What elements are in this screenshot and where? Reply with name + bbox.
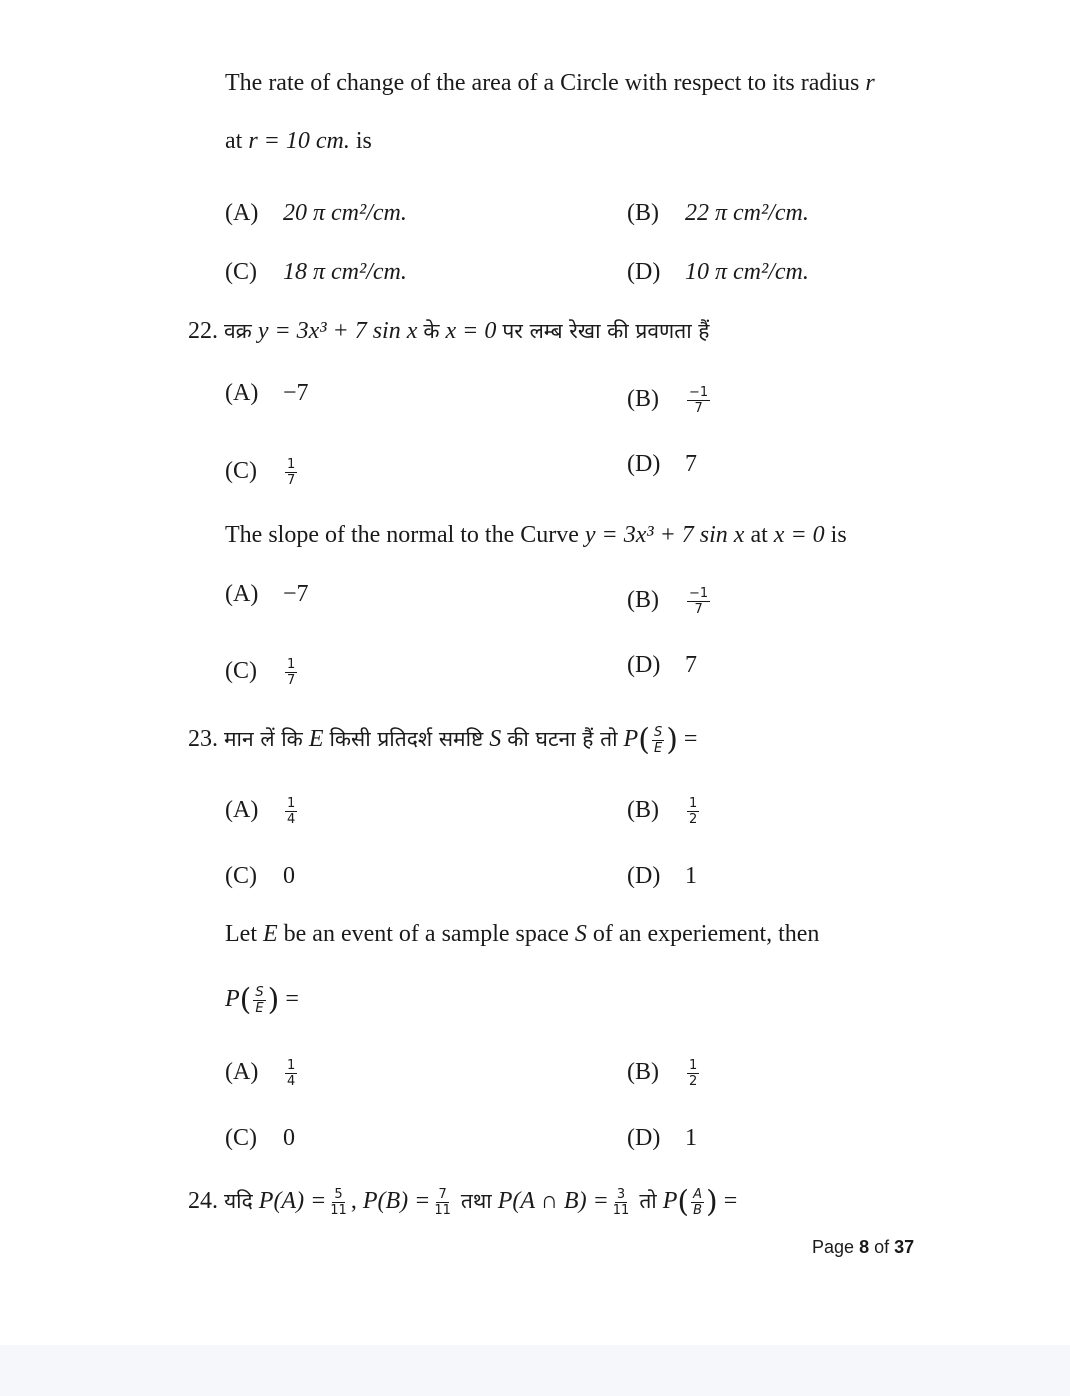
option-value: 22 π cm²/cm. xyxy=(685,200,809,226)
q24-pb: P(B) = xyxy=(362,1188,431,1214)
paren-open: ( xyxy=(239,982,252,1018)
q23-hi-var-e: E xyxy=(308,726,324,752)
option-label: (D) xyxy=(627,1125,661,1151)
option-value: −7 xyxy=(283,581,309,607)
fraction xyxy=(285,796,297,827)
q22-hindi-question xyxy=(188,316,709,346)
option-label: (C) xyxy=(225,658,257,684)
q21-text-line1 xyxy=(225,68,875,98)
q23-hi-option-b[interactable] xyxy=(627,795,701,827)
fraction xyxy=(687,796,699,827)
fraction xyxy=(687,385,710,416)
fraction-denominator: 4 xyxy=(287,811,296,827)
q24-hi-word: तथा xyxy=(460,1189,492,1213)
comma: , xyxy=(350,1188,357,1214)
question-number: 23. xyxy=(188,726,218,752)
paren-open: ( xyxy=(677,1184,690,1220)
q23-english-question xyxy=(225,919,819,949)
q23-en-text: of an experiement, then xyxy=(592,921,820,947)
fraction xyxy=(328,1187,349,1218)
option-label: (B) xyxy=(627,587,659,613)
q22-hi-option-b[interactable] xyxy=(627,384,712,416)
page-total: 37 xyxy=(894,1237,915,1257)
q22-hi-word: के xyxy=(423,319,440,343)
fraction-numerator: 1 xyxy=(689,795,698,811)
fraction xyxy=(253,985,265,1016)
fraction-numerator: 7 xyxy=(438,1186,447,1202)
fraction-denominator: 2 xyxy=(689,1073,698,1089)
q23-hi-text: मान लें कि xyxy=(224,727,303,751)
paren-close: ) xyxy=(267,982,280,1018)
option-label: (B) xyxy=(627,386,659,412)
option-value: −7 xyxy=(283,380,309,406)
option-value: 0 xyxy=(283,1125,295,1151)
option-label: (D) xyxy=(627,652,661,678)
fraction xyxy=(652,725,664,756)
option-label: (A) xyxy=(225,200,259,226)
question-number: 22. xyxy=(188,318,218,344)
fraction-numerator: S xyxy=(255,984,264,1000)
q24-hindi-question xyxy=(188,1186,737,1218)
fraction-denominator: 2 xyxy=(689,811,698,827)
q23-en-text: Let xyxy=(225,921,257,947)
q22-en-option-a[interactable] xyxy=(225,579,309,609)
option-label: (A) xyxy=(225,797,259,823)
q22-hi-rest: पर लम्ब रेखा की प्रवणता हैं xyxy=(502,319,710,343)
viewer-bottom-band xyxy=(0,1345,1070,1396)
q24-p: P xyxy=(662,1188,678,1214)
q22-hi-expr: y = 3x³ + 7 sin x xyxy=(257,318,418,344)
fraction-denominator: 7 xyxy=(287,472,296,488)
fraction-denominator: 7 xyxy=(694,601,703,617)
q21-option-a[interactable] xyxy=(225,198,407,228)
fraction-numerator: 1 xyxy=(689,1057,698,1073)
option-label: (D) xyxy=(627,451,661,477)
option-label: (C) xyxy=(225,1125,257,1151)
fraction-numerator: −1 xyxy=(689,384,709,400)
fraction-numerator: 3 xyxy=(616,1186,626,1202)
q22-hi-option-c[interactable] xyxy=(225,456,299,488)
fraction xyxy=(691,1187,704,1218)
q22-en-option-c[interactable] xyxy=(225,656,299,688)
q23-hi-text: किसी प्रतिदर्श समष्टि xyxy=(329,727,484,751)
q21-expr: r = 10 cm. xyxy=(248,128,350,154)
fraction-denominator: B xyxy=(693,1202,703,1218)
option-value: 1 xyxy=(685,863,697,889)
fraction-numerator: 1 xyxy=(287,456,296,472)
q23-en-var-s: S xyxy=(574,921,587,947)
q23-hi-text: की घटना हैं तो xyxy=(507,727,618,751)
option-label: (C) xyxy=(225,259,257,285)
fraction xyxy=(687,586,710,617)
q23-hi-option-c[interactable] xyxy=(225,861,295,891)
equals-sign: = xyxy=(285,986,299,1012)
fraction-numerator: 1 xyxy=(287,656,296,672)
option-label: (A) xyxy=(225,581,259,607)
q22-hi-option-a[interactable] xyxy=(225,378,309,408)
page-current: 8 xyxy=(859,1237,870,1257)
q22-en-option-b[interactable] xyxy=(627,585,712,617)
option-value: 1 xyxy=(685,1125,697,1151)
fraction-denominator: 7 xyxy=(694,400,703,416)
q21-is: is xyxy=(355,128,372,154)
q22-english-question xyxy=(225,520,847,550)
q24-hi-word: यदि xyxy=(224,1189,253,1213)
q24-hi-word: तो xyxy=(639,1189,657,1213)
option-value: 7 xyxy=(685,451,697,477)
q23-hi-p: P xyxy=(623,726,639,752)
option-value: 18 π cm²/cm. xyxy=(283,259,407,285)
option-label: (A) xyxy=(225,380,259,406)
fraction-denominator: E xyxy=(255,1000,264,1016)
q23-hi-option-d[interactable] xyxy=(627,861,697,891)
option-label: (B) xyxy=(627,200,659,226)
paren-close: ) xyxy=(706,1184,718,1220)
fraction xyxy=(285,1058,297,1089)
q22-en-at: at xyxy=(750,522,768,548)
q21-at: at xyxy=(225,128,243,154)
option-label: (B) xyxy=(627,797,659,823)
fraction xyxy=(687,1058,699,1089)
q21-var-r: r xyxy=(865,70,875,96)
q24-pab: P(A ∩ B) = xyxy=(497,1188,609,1214)
q23-english-expr xyxy=(225,984,299,1016)
q21-text-line2 xyxy=(225,126,372,156)
fraction-denominator: 7 xyxy=(287,672,296,688)
option-label: (C) xyxy=(225,863,257,889)
q23-en-p: P xyxy=(225,986,240,1012)
q23-en-var-e: E xyxy=(262,921,278,947)
paren-open: ( xyxy=(638,722,650,758)
q23-en-option-c[interactable] xyxy=(225,1123,295,1153)
q22-en-expr2: x = 0 xyxy=(773,522,825,548)
option-label: (A) xyxy=(225,1059,259,1085)
q23-en-option-b[interactable] xyxy=(627,1057,701,1089)
q23-en-text: be an event of a sample space xyxy=(283,921,569,947)
q21-option-c[interactable] xyxy=(225,257,407,287)
option-value: 7 xyxy=(685,652,697,678)
q24-pa: P(A) = xyxy=(258,1188,327,1214)
fraction-numerator: S xyxy=(653,724,663,740)
question-number: 24. xyxy=(188,1188,218,1214)
paren-close: ) xyxy=(666,722,678,758)
option-value: 10 π cm²/cm. xyxy=(685,259,809,285)
q21-text: The rate of change of the area of a Circle with respect to its radius xyxy=(225,70,860,96)
q23-en-option-d[interactable] xyxy=(627,1123,697,1153)
page-prefix: Page xyxy=(812,1237,855,1257)
page-of: of xyxy=(874,1237,890,1257)
equals-sign: = xyxy=(723,1188,738,1214)
fraction-numerator: −1 xyxy=(689,585,709,601)
q23-hi-option-a[interactable] xyxy=(225,795,299,827)
q23-en-option-a[interactable] xyxy=(225,1057,299,1089)
option-value: 20 π cm²/cm. xyxy=(283,200,407,226)
fraction-denominator: 11 xyxy=(330,1202,347,1218)
q22-en-text: The slope of the normal to the Curve xyxy=(225,522,579,548)
q23-hindi-question xyxy=(188,724,697,756)
q22-en-is: is xyxy=(830,522,847,548)
fraction xyxy=(285,657,297,688)
q23-hi-var-s: S xyxy=(489,726,502,752)
fraction-numerator: A xyxy=(693,1186,703,1202)
q22-en-option-d[interactable] xyxy=(627,650,697,680)
fraction xyxy=(432,1187,453,1218)
page-number xyxy=(812,1237,914,1258)
q21-option-d[interactable] xyxy=(627,257,809,287)
fraction xyxy=(611,1187,632,1218)
q22-en-expr: y = 3x³ + 7 sin x xyxy=(584,522,745,548)
q21-option-b[interactable] xyxy=(627,198,809,228)
q22-hi-expr2: x = 0 xyxy=(445,318,497,344)
option-label: (D) xyxy=(627,863,661,889)
fraction-denominator: E xyxy=(653,740,663,756)
q22-hi-option-d[interactable] xyxy=(627,449,697,479)
equals-sign: = xyxy=(683,726,698,752)
q22-hi-word: वक्र xyxy=(224,319,252,343)
option-label: (B) xyxy=(627,1059,659,1085)
fraction-numerator: 1 xyxy=(287,1057,296,1073)
fraction-numerator: 5 xyxy=(334,1186,343,1202)
fraction xyxy=(285,457,297,488)
fraction-denominator: 11 xyxy=(434,1202,451,1218)
option-value: 0 xyxy=(283,863,295,889)
fraction-denominator: 11 xyxy=(612,1202,630,1218)
fraction-denominator: 4 xyxy=(287,1073,296,1089)
fraction-numerator: 1 xyxy=(287,795,296,811)
option-label: (D) xyxy=(627,259,661,285)
option-label: (C) xyxy=(225,458,257,484)
